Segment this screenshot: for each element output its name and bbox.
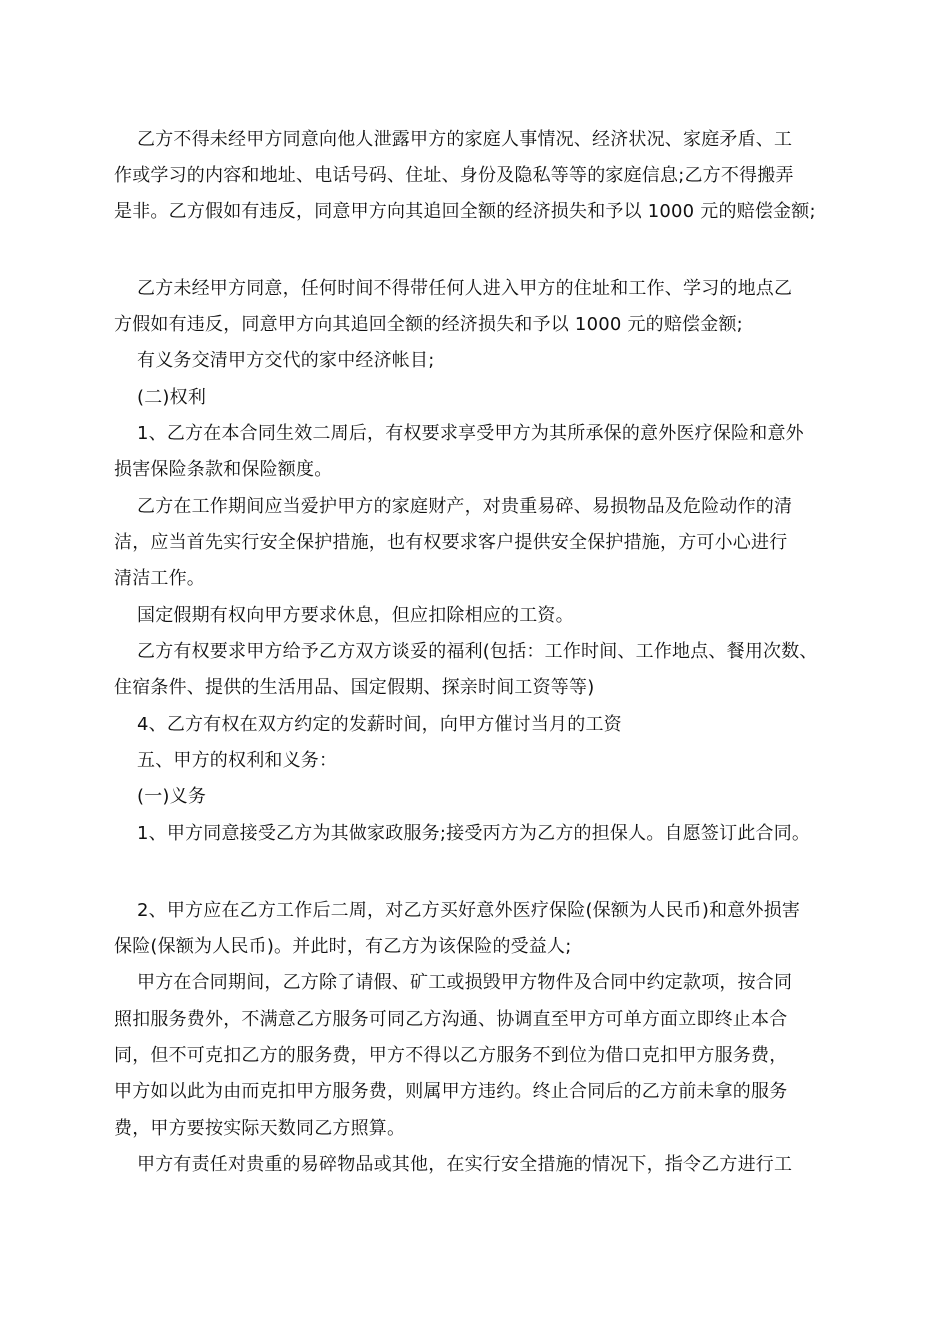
text-line: 乙方不得未经甲方同意向他人泄露甲方的家庭人事情况、经济状况、家庭矛盾、工 bbox=[137, 129, 793, 150]
text-line: 乙方有权要求甲方给予乙方双方谈妥的福利(包括：工作时间、工作地点、餐用次数、 bbox=[137, 641, 818, 662]
text-line: 住宿条件、提供的生活用品、国定假期、探亲时间工资等等) bbox=[114, 677, 595, 698]
text-line: 损害保险条款和保险额度。 bbox=[114, 459, 333, 480]
text-line: 费，甲方要按实际天数同乙方照算。 bbox=[114, 1118, 406, 1139]
text-line: 1、甲方同意接受乙方为其做家政服务;接受丙方为乙方的担保人。自愿签订此合同。 bbox=[137, 823, 811, 844]
text-line: 洁，应当首先实行安全保护措施，也有权要求客户提供安全保护措施，方可小心进行 bbox=[114, 532, 788, 553]
section-heading: (二)权利 bbox=[137, 387, 207, 408]
section-heading: (一)义务 bbox=[137, 786, 207, 807]
text-line: 2、甲方应在乙方工作后二周，对乙方买好意外医疗保险(保额为人民币)和意外损害 bbox=[137, 900, 801, 921]
text-line: 甲方有责任对贵重的易碎物品或其他，在实行安全措施的情况下，指令乙方进行工 bbox=[137, 1154, 793, 1175]
text-line: 乙方未经甲方同意，任何时间不得带任何人进入甲方的住址和工作、学习的地点乙 bbox=[137, 278, 793, 299]
text-line: 是非。乙方假如有违反，同意甲方向其追回全额的经济损失和予以 1000 元的赔偿金额; bbox=[114, 201, 816, 222]
text-line: 甲方如以此为由而克扣甲方服务费，则属甲方违约。终止合同后的乙方前未拿的服务 bbox=[114, 1081, 788, 1102]
text-line: 4、乙方有权在双方约定的发薪时间，向甲方催讨当月的工资 bbox=[137, 714, 622, 735]
section-heading: 五、甲方的权利和义务： bbox=[137, 750, 338, 771]
text-line: 清洁工作。 bbox=[114, 568, 205, 589]
text-line: 保险(保额为人民币)。并此时，有乙方为该保险的受益人; bbox=[114, 936, 572, 957]
text-line: 乙方在工作期间应当爱护甲方的家庭财产，对贵重易碎、易损物品及危险动作的清 bbox=[137, 496, 793, 517]
text-line: 同，但不可克扣乙方的服务费，甲方不得以乙方服务不到位为借口克扣甲方服务费， bbox=[114, 1045, 788, 1066]
text-line: 国定假期有权向甲方要求休息，但应扣除相应的工资。 bbox=[137, 605, 574, 626]
text-line: 方假如有违反，同意甲方向其追回全额的经济损失和予以 1000 元的赔偿金额; bbox=[114, 314, 743, 335]
text-line: 照扣服务费外，不满意乙方服务可同乙方沟通、协调直至甲方可单方面立即终止本合 bbox=[114, 1009, 788, 1030]
text-line: 作或学习的内容和地址、电话号码、住址、身份及隐私等等的家庭信息;乙方不得搬弄 bbox=[114, 165, 794, 186]
text-line: 有义务交清甲方交代的家中经济帐目; bbox=[137, 350, 435, 371]
text-line: 甲方在合同期间，乙方除了请假、矿工或损毁甲方物件及合同中约定款项，按合同 bbox=[137, 972, 793, 993]
text-line: 1、乙方在本合同生效二周后，有权要求享受甲方为其所承保的意外医疗保险和意外 bbox=[137, 423, 804, 444]
